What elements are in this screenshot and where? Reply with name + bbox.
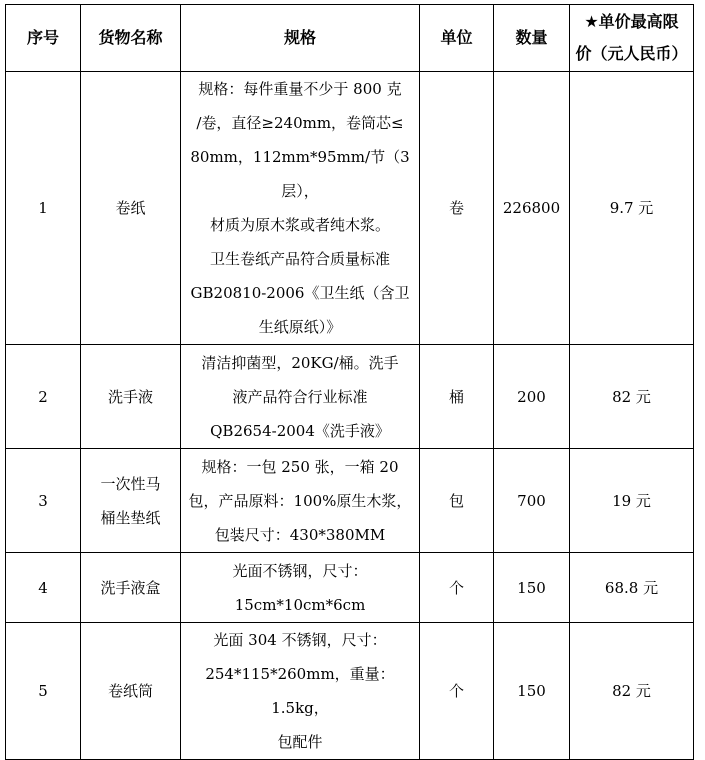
cell-quantity: 200 [494, 345, 570, 449]
spec-line: QB2654-2004《洗手液》 [210, 421, 390, 440]
name-line: 一次性马 [100, 474, 161, 493]
spec-line: 规格：每件重量不少于 800 克 [198, 80, 402, 98]
header-price-line1: ★单价最高限 [584, 12, 679, 31]
cell-index: 3 [6, 449, 81, 553]
cell-quantity: 150 [494, 623, 570, 760]
header-name: 货物名称 [81, 5, 181, 72]
cell-name: 洗手液 [81, 345, 181, 449]
cell-price: 68.8 元 [570, 553, 694, 623]
cell-quantity: 700 [494, 449, 570, 553]
cell-name [81, 449, 181, 553]
table-row [6, 553, 694, 623]
table-row [6, 345, 694, 449]
spec-line: GB20810-2006《卫生纸（含卫 [190, 284, 410, 302]
cell-name: 卷纸筒 [81, 623, 181, 760]
cell-index: 4 [6, 553, 81, 623]
header-price [570, 5, 694, 72]
cell-unit: 桶 [420, 345, 494, 449]
cell-unit: 卷 [420, 72, 494, 345]
cell-index: 5 [6, 623, 81, 760]
spec-line: /卷，直径≥240mm，卷筒芯≤ [196, 114, 404, 132]
header-quantity: 数量 [494, 5, 570, 72]
cell-name: 卷纸 [81, 72, 181, 345]
header-unit: 单位 [420, 5, 494, 72]
cell-unit: 个 [420, 553, 494, 623]
spec-line: 卫生卷纸产品符合质量标准 [209, 250, 390, 268]
spec-line: 80mm，112mm*95mm/节（3 层）， [190, 148, 410, 200]
spec-line: 254*115*260mm，重量：1.5kg， [205, 665, 395, 717]
spec-line: 光面 304 不锈钢，尺寸： [213, 631, 387, 649]
table-row [6, 623, 694, 760]
cell-spec [181, 449, 420, 553]
goods-table [5, 4, 694, 760]
table-row [6, 72, 694, 345]
table-row [6, 449, 694, 553]
cell-spec [181, 553, 420, 623]
cell-unit: 包 [420, 449, 494, 553]
cell-name: 洗手液盒 [81, 553, 181, 623]
cell-spec [181, 623, 420, 760]
cell-quantity: 226800 [494, 72, 570, 345]
cell-price: 19 元 [570, 449, 694, 553]
cell-price: 82 元 [570, 623, 694, 760]
cell-price: 9.7 元 [570, 72, 694, 345]
cell-price: 82 元 [570, 345, 694, 449]
spec-line: 包配件 [277, 733, 323, 751]
spec-line: 15cm*10cm*6cm [234, 595, 366, 614]
cell-spec [181, 345, 420, 449]
header-index: 序号 [6, 5, 81, 72]
spec-line: 液产品符合行业标准 [232, 387, 368, 406]
spec-line: 光面不锈钢，尺寸： [232, 561, 368, 580]
spec-line: 材质为原木浆或者纯木浆。 [209, 216, 390, 234]
cell-quantity: 150 [494, 553, 570, 623]
spec-line: 清洁抑菌型，20KG/桶。洗手 [201, 353, 399, 372]
header-spec: 规格 [181, 5, 420, 72]
name-line: 桶坐垫纸 [100, 508, 161, 527]
header-row [6, 5, 694, 72]
cell-spec [181, 72, 420, 345]
spec-line: 规格：一包 250 张，一箱 20 [201, 457, 399, 476]
spec-line: 包，产品原料：100%原生木浆， [188, 491, 412, 510]
cell-unit: 个 [420, 623, 494, 760]
spec-line: 包装尺寸：430*380MM [214, 525, 386, 544]
cell-index: 1 [6, 72, 81, 345]
cell-index: 2 [6, 345, 81, 449]
spec-line: 生纸原纸）》 [258, 318, 342, 336]
header-price-line2: 价（元人民币） [575, 44, 688, 63]
